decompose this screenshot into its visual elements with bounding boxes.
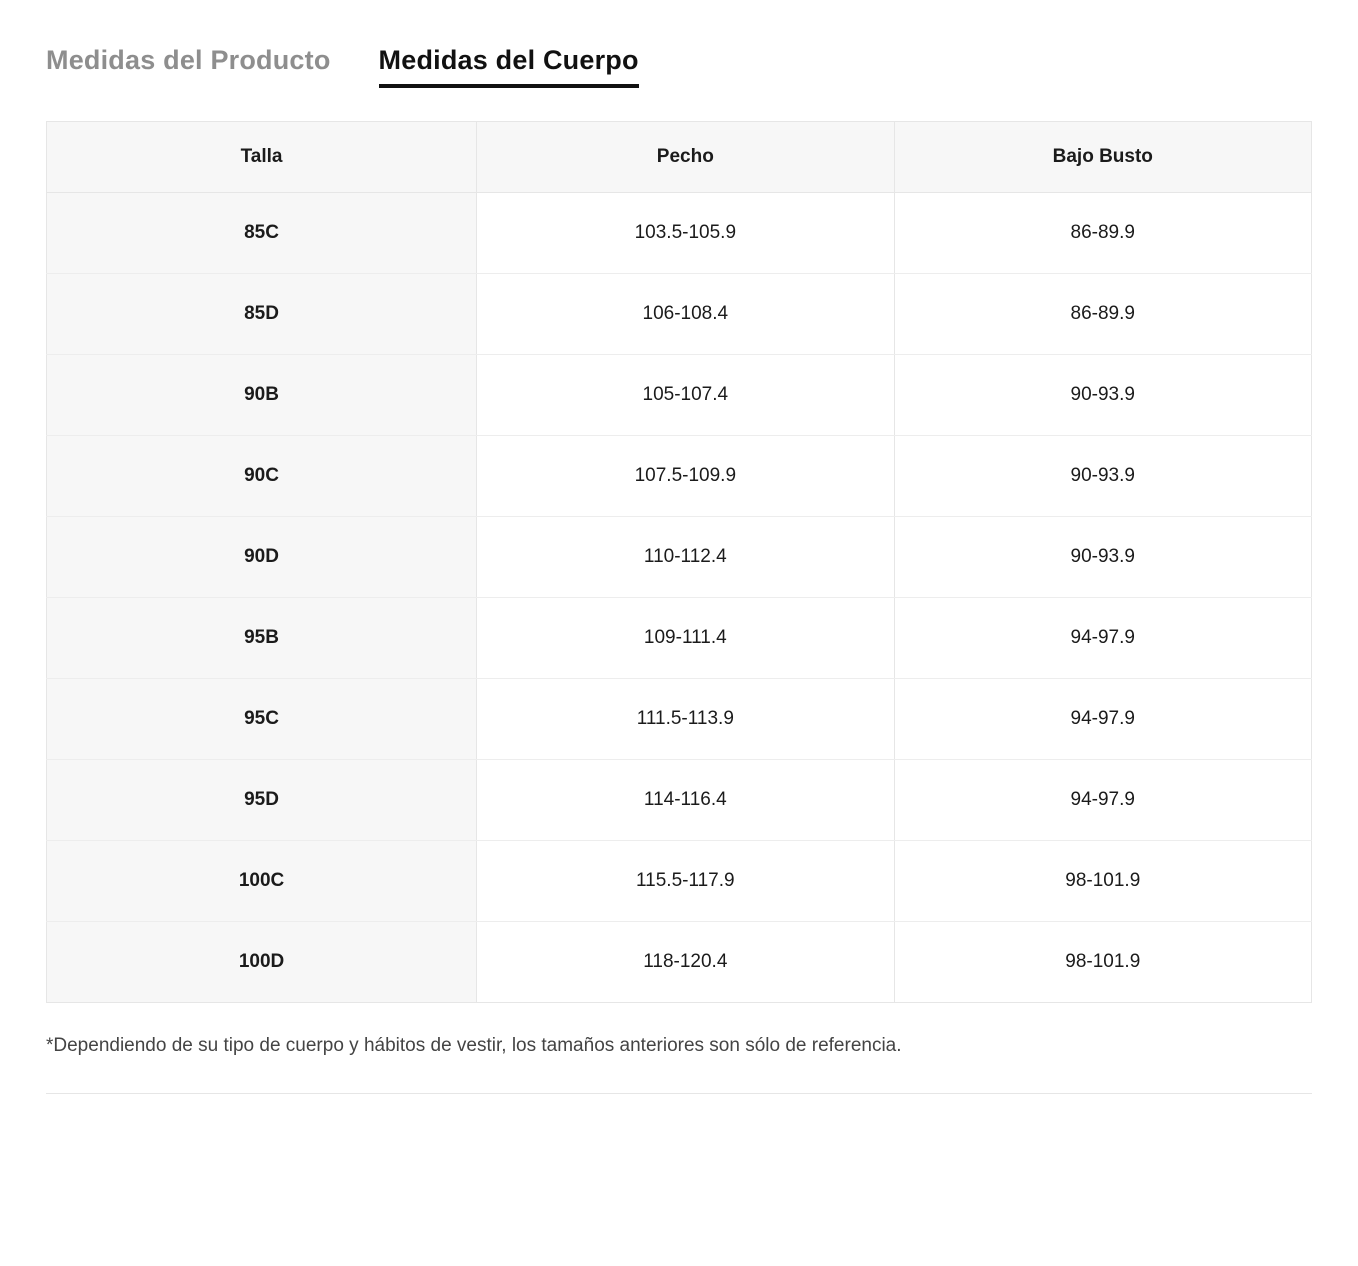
- cell-pecho: 114-116.4: [477, 760, 894, 841]
- cell-talla: 85C: [47, 193, 477, 274]
- size-disclaimer: *Dependiendo de su tipo de cuerpo y hábitos de vestir, los tamaños anteriores son sólo de referencia.: [46, 1035, 902, 1057]
- cell-talla: 100C: [47, 841, 477, 922]
- measurement-tabs: [0, 0, 1358, 88]
- cell-talla: 90C: [47, 436, 477, 517]
- column-header-bajo-busto: Bajo Busto: [894, 122, 1311, 193]
- size-table-body: [47, 193, 1312, 1003]
- cell-bajo-busto: 94-97.9: [894, 679, 1311, 760]
- cell-talla: 95C: [47, 679, 477, 760]
- cell-bajo-busto: 98-101.9: [894, 841, 1311, 922]
- cell-pecho: 109-111.4: [477, 598, 894, 679]
- cell-pecho: 105-107.4: [477, 355, 894, 436]
- cell-pecho: 111.5-113.9: [477, 679, 894, 760]
- cell-bajo-busto: 86-89.9: [894, 193, 1311, 274]
- cell-pecho: 115.5-117.9: [477, 841, 894, 922]
- table-row: [47, 355, 1312, 436]
- cell-pecho: 107.5-109.9: [477, 436, 894, 517]
- cell-bajo-busto: 94-97.9: [894, 760, 1311, 841]
- cell-bajo-busto: 98-101.9: [1065, 951, 1141, 973]
- table-row: [47, 679, 1312, 760]
- cell-talla: 90D: [47, 517, 477, 598]
- cell-bajo-busto: 94-97.9: [894, 598, 1311, 679]
- cell-pecho: 106-108.4: [477, 274, 894, 355]
- cell-bajo-busto: 86-89.9: [894, 274, 1311, 355]
- table-row: [47, 517, 1312, 598]
- tab-body-measurements[interactable]: [379, 44, 639, 88]
- cell-talla: 95B: [47, 598, 477, 679]
- cell-talla: 85D: [47, 274, 477, 355]
- table-row: [47, 193, 1312, 274]
- cell-talla: 95D: [47, 760, 477, 841]
- column-header-talla: Talla: [47, 122, 477, 193]
- tab-product-measurements-label: Medidas del Producto: [46, 45, 331, 75]
- tab-product-measurements[interactable]: [46, 44, 331, 88]
- bottom-divider: [46, 1093, 1312, 1094]
- cell-talla: 100D: [47, 922, 477, 1003]
- table-row: [47, 760, 1312, 841]
- cell-bajo-busto: 90-93.9: [894, 517, 1311, 598]
- table-row: [47, 922, 1312, 1003]
- table-row: [47, 274, 1312, 355]
- size-table-head: [47, 122, 1312, 193]
- cell-talla: 90B: [47, 355, 477, 436]
- column-header-pecho: Pecho: [477, 122, 894, 193]
- cell-pecho: 110-112.4: [477, 517, 894, 598]
- table-row: [47, 598, 1312, 679]
- table-row: [47, 841, 1312, 922]
- size-table: [46, 121, 1312, 1003]
- table-row: [47, 436, 1312, 517]
- tab-body-measurements-label: Medidas del Cuerpo: [378, 45, 639, 75]
- cell-pecho: 118-120.4: [477, 922, 894, 1003]
- table-header-row: [47, 122, 1312, 193]
- cell-pecho: 103.5-105.9: [477, 193, 894, 274]
- cell-bajo-busto: 90-93.9: [894, 355, 1311, 436]
- cell-bajo-busto: 90-93.9: [894, 436, 1311, 517]
- size-table-container: [0, 121, 1358, 1003]
